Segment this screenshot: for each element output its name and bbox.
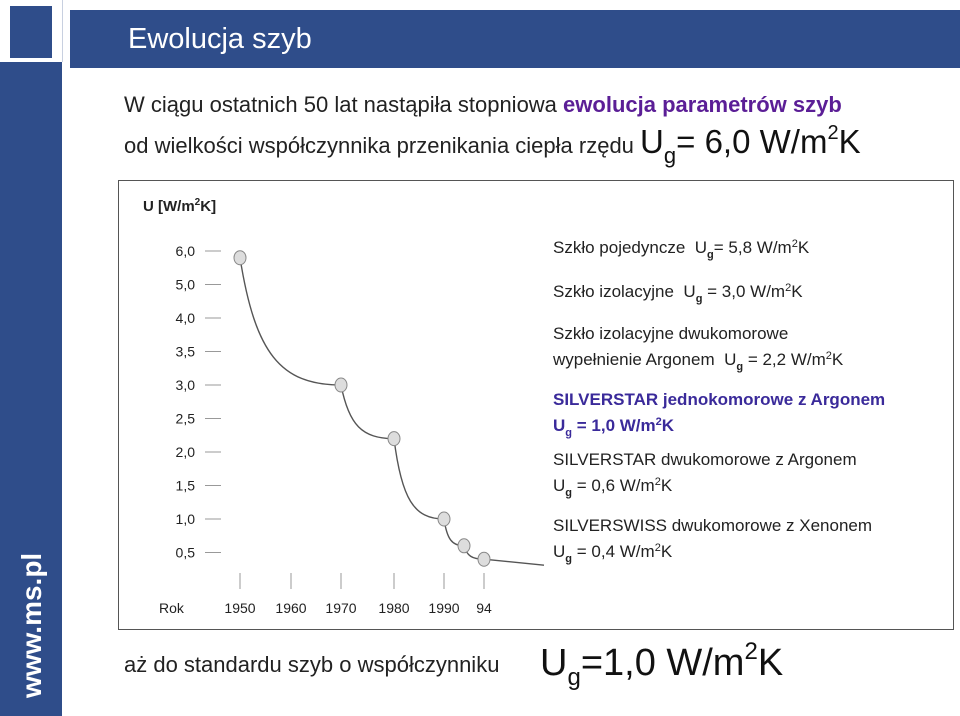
footer-end: K [757,642,784,684]
series-markers [234,251,490,567]
chart-frame [118,180,954,630]
x-tick-label: 94 [476,600,492,616]
intro-u-value: = 6,0 W/m [676,123,828,160]
intro-text: W ciągu ostatnich 50 lat nastąpiła stopniowa [124,92,564,117]
y-axis-label: U $[W/m^2K]$ [143,197,217,215]
sidebar-top-box [0,0,63,62]
y-tick-label: 6,0 [175,243,195,259]
footer-u: U [540,642,568,684]
data-point [458,539,470,553]
legend-u: U [553,476,566,495]
data-point [335,378,347,392]
legend-value: = 3,0 W/m [707,282,786,301]
legend-name: SILVERSWISS dwukomorowe z Xenonem [553,516,873,535]
series-line [240,258,544,566]
page-title: Ewolucja szyb [128,23,312,55]
legend-item-insulating [553,277,803,310]
legend-value: = 0,4 W/m [576,542,655,561]
legend-sup: 2 [785,282,792,294]
legend-end: K [660,476,673,495]
x-tick-label: 1950 [224,600,256,616]
footer-text: aż do standardu szyb o współczynniku [124,652,500,677]
legend-name: SILVERSTAR dwukomorowe z Argonem [553,450,857,469]
y-tick-label: 4,0 [175,310,195,326]
legend-sup: 2 [655,416,662,428]
title-bar [70,10,960,68]
y-tick-label: 3,0 [175,377,195,393]
legend-value: = 5,8 W/m [713,238,792,257]
legend-sup: 2 [791,238,798,250]
legend-u-sub: g [565,427,573,439]
x-ticks [159,573,492,616]
legend-u: U [553,542,566,561]
intro-u-sup: 2 [827,122,839,144]
legend-sup: 2 [654,542,661,554]
sidebar-logo-block [10,6,52,58]
legend-name: Szkło izolacyjne [553,282,674,301]
y-tick-label: 2,0 [175,444,195,460]
footer-formula [540,638,783,692]
legend-item-silverstar-double [553,449,857,504]
y-tick-label: 1,5 [175,477,195,494]
legend-end: K [797,238,810,257]
legend-u: U [694,238,708,257]
legend-name: Szkło izolacyjne dwukomorowe [553,324,789,343]
y-tick-label: 3,5 [175,343,195,360]
legend-sup: 2 [654,476,661,488]
legend-value: = 2,2 W/m [747,350,826,369]
legend-u: U [553,416,566,435]
intro-line-2 [124,122,861,169]
y-ticks [176,243,221,561]
footer-u-sub: g [567,664,581,691]
legend-end: K [660,542,673,561]
legend-name: SILVERSTAR jednokomorowe z Argonem [553,390,886,409]
legend-u-sub: g [565,553,573,565]
legend-u-sub: g [736,361,744,373]
legend-u: U [724,350,737,369]
legend-end: K [791,282,803,301]
legend-u: U [683,282,696,301]
legend-item-single [553,233,809,266]
x-tick-label: 1960 [275,600,307,616]
legend-u-sub: g [565,487,573,499]
legend-item-silverstar-single [553,389,885,444]
data-point [388,432,400,446]
data-point [438,512,450,526]
legend-sup: 2 [825,350,832,362]
legend-end: K [661,416,675,435]
y-tick-label: 1,0 [175,511,195,527]
legend-value: = 1,0 W/m [576,416,656,435]
y-tick-label: 5,0 [175,276,195,293]
legend-name: Szkło pojedyncze [553,238,686,257]
intro-line-1 [124,92,842,118]
intro-u-sub: g [663,143,677,168]
y-tick-label: 0,5 [175,544,195,561]
x-tick-label: 1990 [428,600,460,616]
footer-value: =1,0 W/m [580,642,745,684]
legend-value: = 0,6 W/m [576,476,655,495]
x-tick-label: 1980 [378,600,410,616]
footer-sup: 2 [744,638,758,665]
legend-u-sub: g [707,249,714,261]
legend-line2: wypełnienie Argonem [553,350,715,369]
legend-item-double-argon [553,323,843,378]
x-axis-label: Rok [159,600,184,616]
legend-end: K [831,350,844,369]
legend-u-sub: g [695,293,703,305]
y-tick-label: 2,5 [175,410,195,427]
intro-highlight: ewolucja parametrów szyb [563,92,842,117]
data-point [234,251,246,265]
legend-item-silverswiss [553,515,872,570]
sidebar [0,0,62,716]
data-point [478,552,490,566]
x-tick-label: 1970 [325,600,357,616]
intro-u-symbol: U [640,123,664,160]
sidebar-url: www.ms.pl [16,552,47,698]
intro-line2-text: od wielkości współczynnika przenikania ciepła rzędu [124,133,641,158]
intro-u-end: K [838,123,861,160]
